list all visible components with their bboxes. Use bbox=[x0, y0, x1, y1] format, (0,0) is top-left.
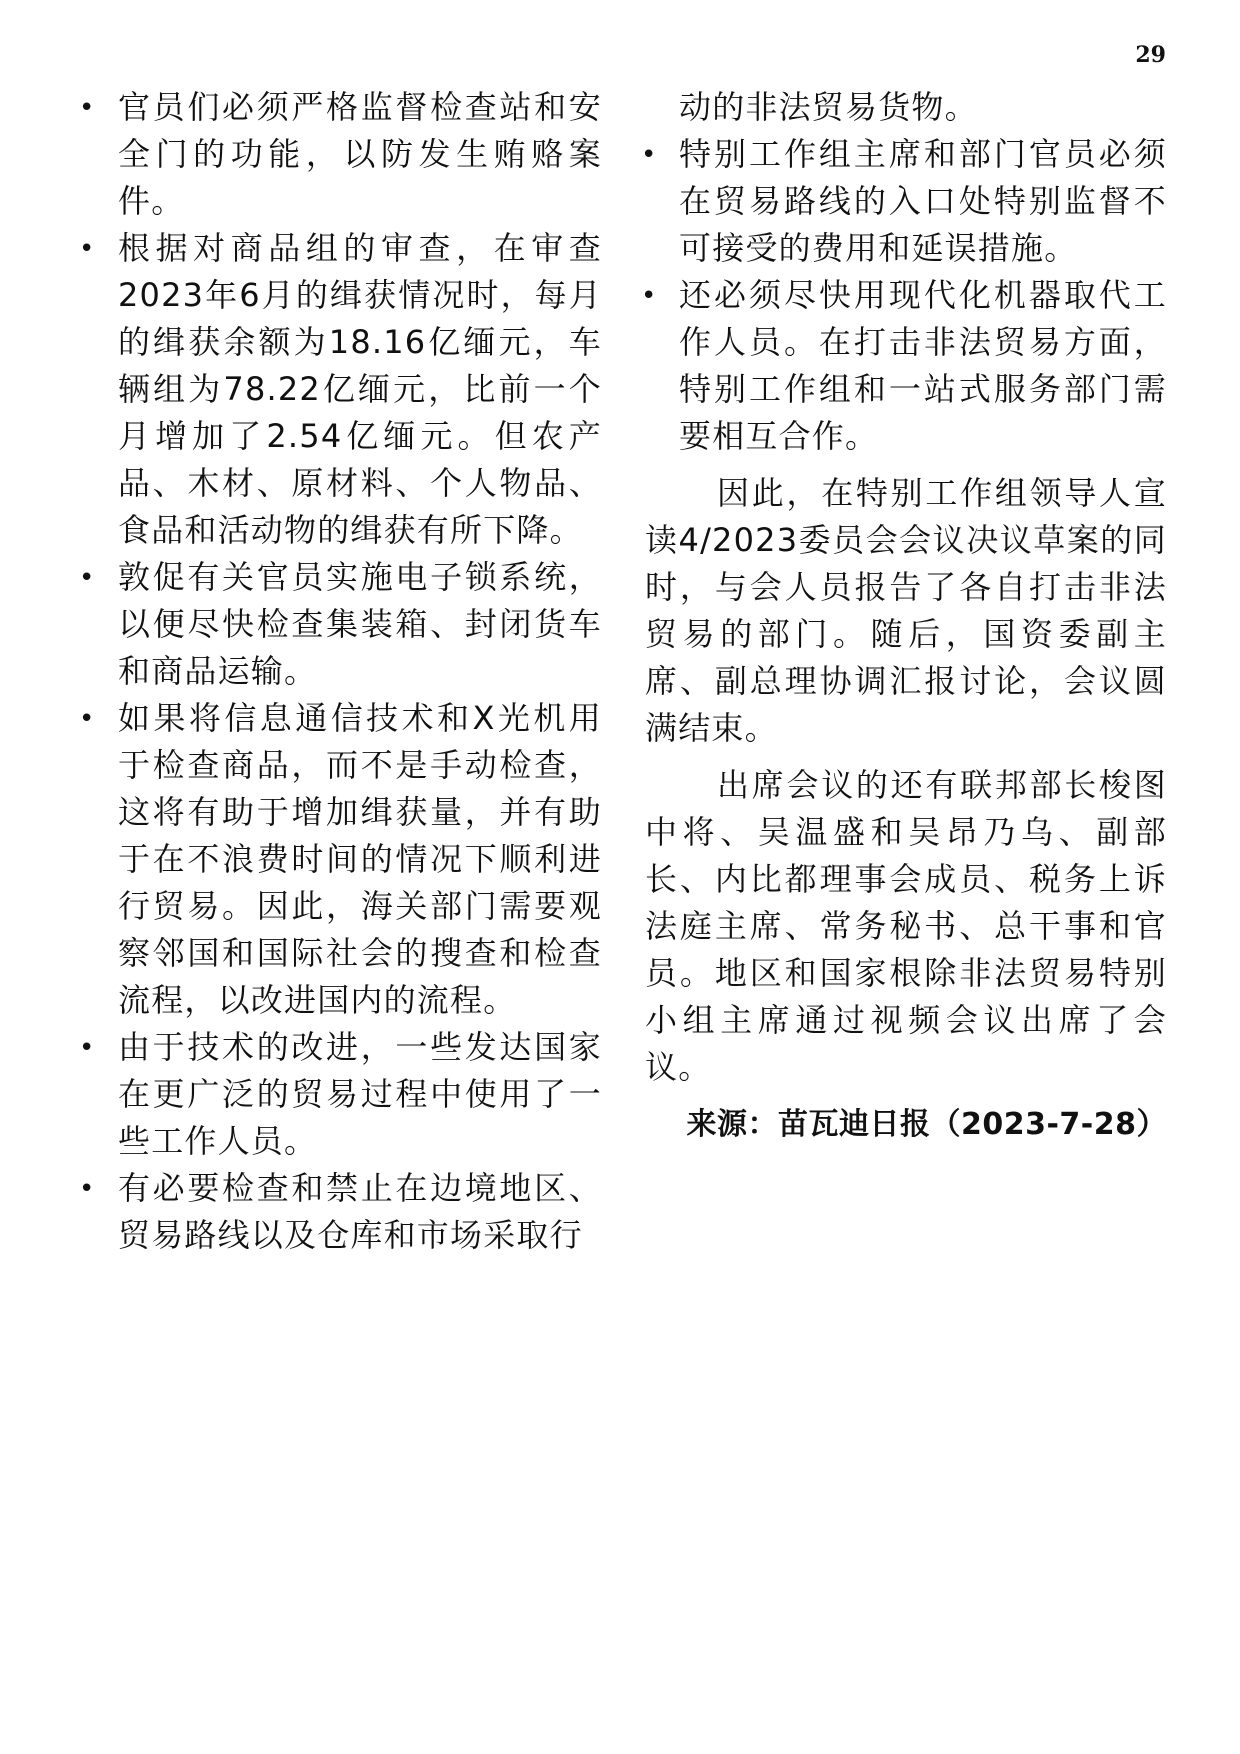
bullet-icon: • bbox=[641, 140, 658, 170]
page-number: 29 bbox=[1135, 42, 1166, 68]
right-column bbox=[641, 84, 1167, 1148]
bullet-icon: • bbox=[79, 704, 96, 734]
list-item bbox=[0, 695, 602, 1024]
list-item-text: 有必要检查和禁止在边境地区、贸易路线以及仓库和市场采取行 bbox=[118, 1169, 602, 1254]
list-item bbox=[0, 1165, 602, 1259]
list-item bbox=[641, 131, 1167, 272]
list-item-text: 还必须尽快用现代化机器取代工作人员。在打击非法贸易方面，特别工作组和一站式服务部门需要相互合作。 bbox=[679, 276, 1167, 455]
bullet-icon: • bbox=[641, 281, 658, 311]
body-paragraph: 因此，在特别工作组领导人宣读4/2023委员会会议决议草案的同时，与会人员报告了各自打击非法贸易的部门。随后，国资委副主席、副总理协调汇报讨论，会议圆满结束。 bbox=[645, 474, 1167, 747]
left-column bbox=[0, 84, 602, 1259]
bullet-icon: • bbox=[79, 93, 96, 123]
continued-list-text: 动的非法贸易货物。 bbox=[679, 88, 978, 126]
list-item bbox=[0, 1024, 602, 1165]
list-item-text: 如果将信息通信技术和X光机用于检查商品，而不是手动检查，这将有助于增加缉获量，并有助于在不浪费时间的情况下顺利进行贸易。因此，海关部门需要观察邻国和国际社会的搜查和检查流程，以改进国内的流程。 bbox=[118, 699, 602, 1019]
list-item-text: 官员们必须严格监督检查站和安全门的功能，以防发生贿赂案件。 bbox=[118, 88, 602, 220]
bullet-icon: • bbox=[79, 1033, 96, 1063]
list-item bbox=[0, 84, 602, 225]
list-item-text: 敦促有关官员实施电子锁系统，以便尽快检查集装箱、封闭货车和商品运输。 bbox=[118, 558, 602, 690]
list-item-text: 根据对商品组的审查，在审查2023年6月的缉获情况时，每月的缉获余额为18.16亿缅元，车辆组为78.22亿缅元，比前一个月增加了2.54亿缅元。但农产品、木材、原材料、个人物品、食品和活动物的缉获有所下降。 bbox=[118, 229, 602, 549]
list-item-text: 由于技术的改进，一些发达国家在更广泛的贸易过程中使用了一些工作人员。 bbox=[118, 1028, 602, 1160]
source-credit: 来源：苗瓦迪日报（2023-7-28） bbox=[686, 1107, 1167, 1142]
list-item-text: 特别工作组主席和部门官员必须在贸易路线的入口处特别监督不可接受的费用和延误措施。 bbox=[679, 135, 1167, 267]
body-paragraph: 出席会议的还有联邦部长梭图中将、吴温盛和吴昂乃乌、副部长、内比都理事会成员、税务上诉法庭主席、常务秘书、总干事和官员。地区和国家根除非法贸易特别小组主席通过视频会议出席了会议。 bbox=[645, 766, 1167, 1086]
bullet-icon: • bbox=[79, 563, 96, 593]
list-item bbox=[641, 272, 1167, 460]
list-item bbox=[0, 225, 602, 554]
right-bullet-list bbox=[641, 131, 1167, 460]
bullet-icon: • bbox=[79, 234, 96, 264]
left-bullet-list bbox=[0, 84, 602, 1259]
bullet-icon: • bbox=[79, 1174, 96, 1204]
list-item bbox=[0, 554, 602, 695]
